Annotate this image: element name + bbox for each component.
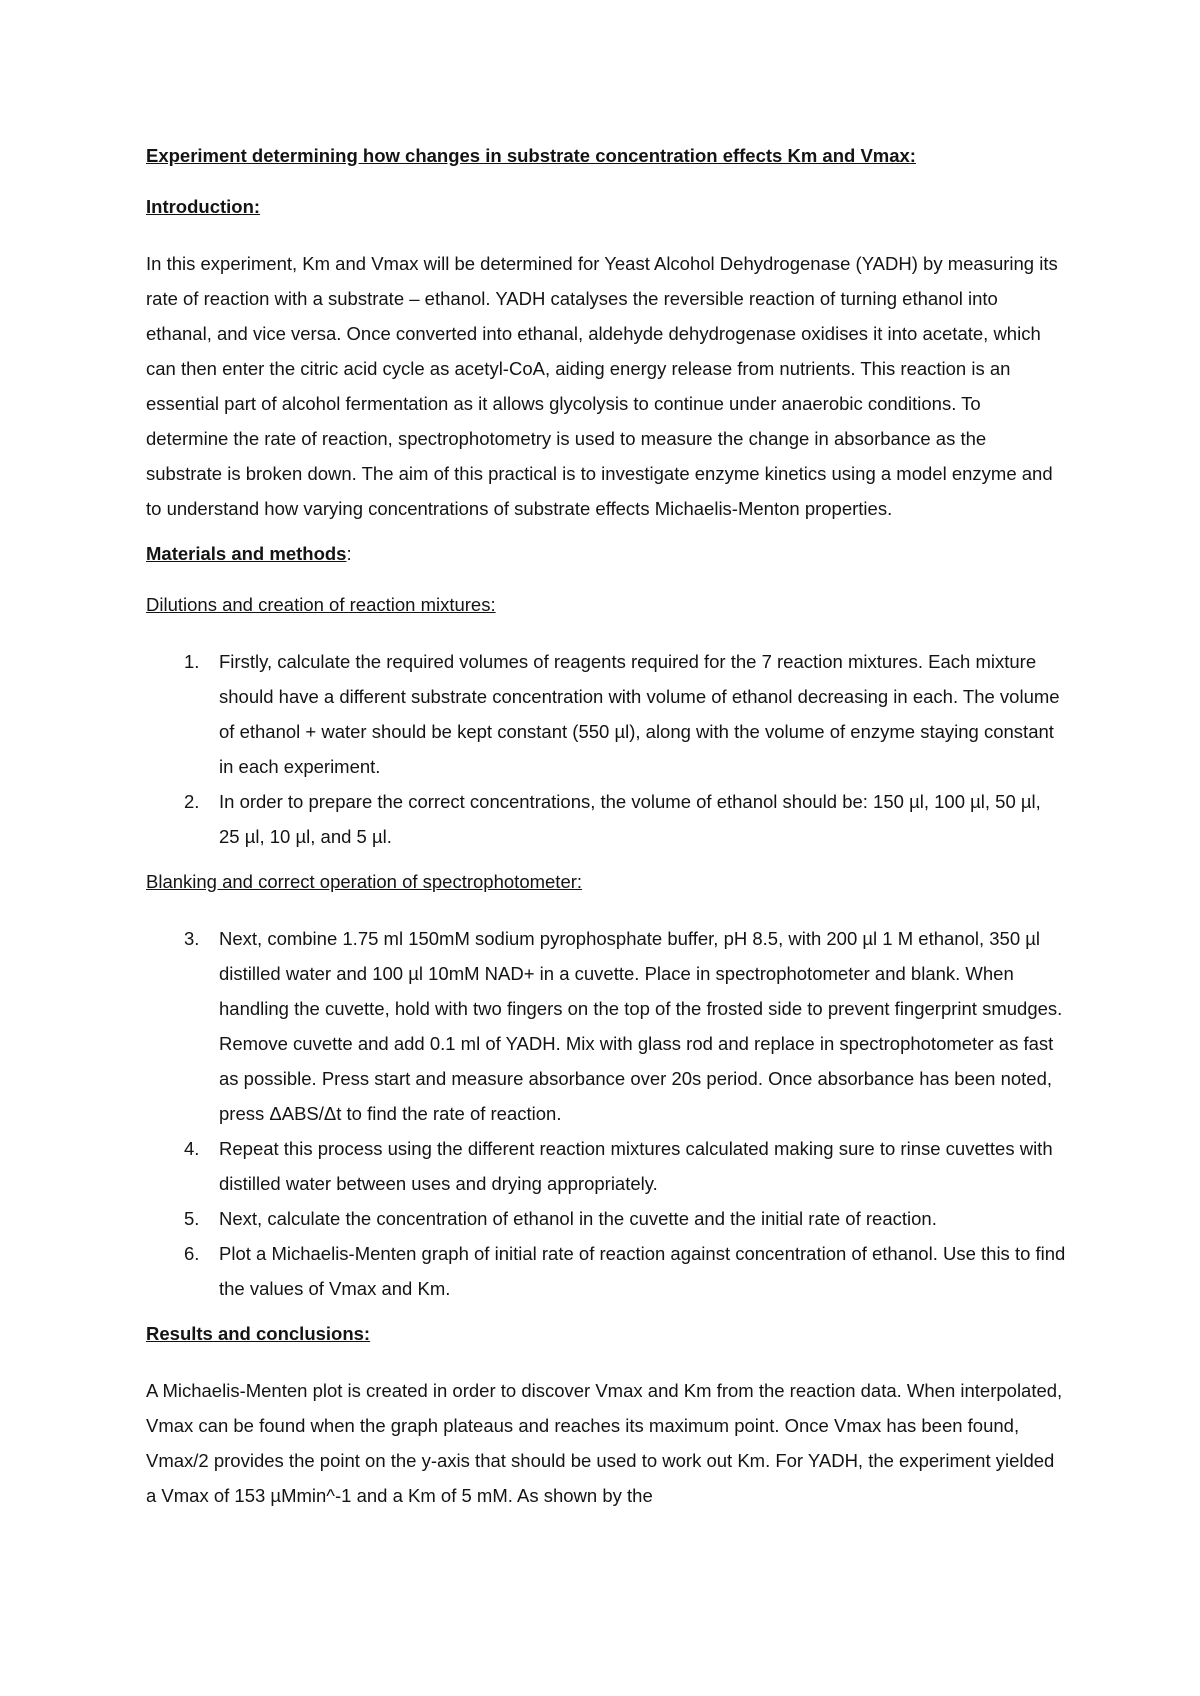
document-page [146,144,1066,1513]
list-item [146,1236,1066,1306]
list-item [146,1131,1066,1201]
list-item [146,921,1066,1131]
step-text: Firstly, calculate the required volumes of reagents required for the 7 reaction mixtures. Each mixture should have a different substrate concentration with volume of ethanol decreasing in each. The volume of ethanol + water should be kept constant (550 µl), along with the volume of enzyme staying constant in each experiment. [219,651,1060,777]
methods-heading-line [146,542,1066,566]
step-number: 1. [184,651,200,672]
list-item [146,784,1066,854]
step-text: Next, combine 1.75 ml 150mM sodium pyrophosphate buffer, pH 8.5, with 200 µl 1 M ethanol, 350 µl distilled water and 100 µl 10mM NAD+ in a cuvette. Place in spectrophotometer and blank. When handling the cuvette, hold with two fingers on the top of the frosted side to prevent fingerprint smudges. Remove cuvette and add 0.1 ml of YADH. Mix with glass rod and replace in spectrophotometer as fast as possible. Press start and measure absorbance over 20s period. Once absorbance has been noted, press ΔABS/Δt to find the rate of reaction. [219,928,1063,1124]
methods-heading: Materials and methods [146,543,347,564]
step-number: 3. [184,928,200,949]
step-text: Repeat this process using the different reaction mixtures calculated making sure to rinse cuvettes with distilled water between uses and drying appropriately. [219,1138,1053,1194]
step-number: 5. [184,1208,200,1229]
dilutions-heading: Dilutions and creation of reaction mixtures: [146,594,496,615]
step-number: 6. [184,1243,200,1264]
document-title: Experiment determining how changes in substrate concentration effects Km and Vmax: [146,145,916,166]
blanking-heading: Blanking and correct operation of spectrophotometer: [146,871,583,892]
step-text: In order to prepare the correct concentrations, the volume of ethanol should be: 150 µl, 100 µl, 50 µl, 25 µl, 10 µl, and 5 µl. [219,791,1041,847]
dilutions-step-list [146,644,1066,854]
introduction-paragraph: In this experiment, Km and Vmax will be determined for Yeast Alcohol Dehydrogenase (YADH) by measuring its rate of reaction with a substrate – ethanol. YADH catalyses the reversible reaction of turning ethanol into ethanal, and vice versa. Once converted into ethanal, aldehyde dehydrogenase oxidises it into acetate, which can then enter the citric acid cycle as acetyl-CoA, aiding energy release from nutrients. This reaction is an essential part of alcohol fermentation as it allows glycolysis to continue under anaerobic conditions. To determine the rate of reaction, spectrophotometry is used to measure the change in absorbance as the substrate is broken down. The aim of this practical is to investigate enzyme kinetics using a model enzyme and to understand how varying concentrations of substrate effects Michaelis-Menton properties. [146,253,1058,519]
step-number: 2. [184,791,200,812]
results-heading: Results and conclusions: [146,1323,371,1344]
list-item [146,1201,1066,1236]
step-number: 4. [184,1138,200,1159]
step-text: Next, calculate the concentration of ethanol in the cuvette and the initial rate of reaction. [219,1208,937,1229]
step-text: Plot a Michaelis-Menten graph of initial rate of reaction against concentration of ethanol. Use this to find the values of Vmax and Km. [219,1243,1066,1299]
methods-heading-colon: : [346,543,352,564]
list-item [146,644,1066,784]
results-paragraph: A Michaelis-Menten plot is created in order to discover Vmax and Km from the reaction data. When interpolated, Vmax can be found when the graph plateaus and reaches its maximum point. Once Vmax has been found, Vmax/2 provides the point on the y-axis that should be used to work out Km. For YADH, the experiment yielded a Vmax of 153 µMmin^-1 and a Km of 5 mM. As shown by the [146,1380,1063,1506]
blanking-step-list [146,921,1066,1306]
introduction-heading: Introduction: [146,196,261,217]
